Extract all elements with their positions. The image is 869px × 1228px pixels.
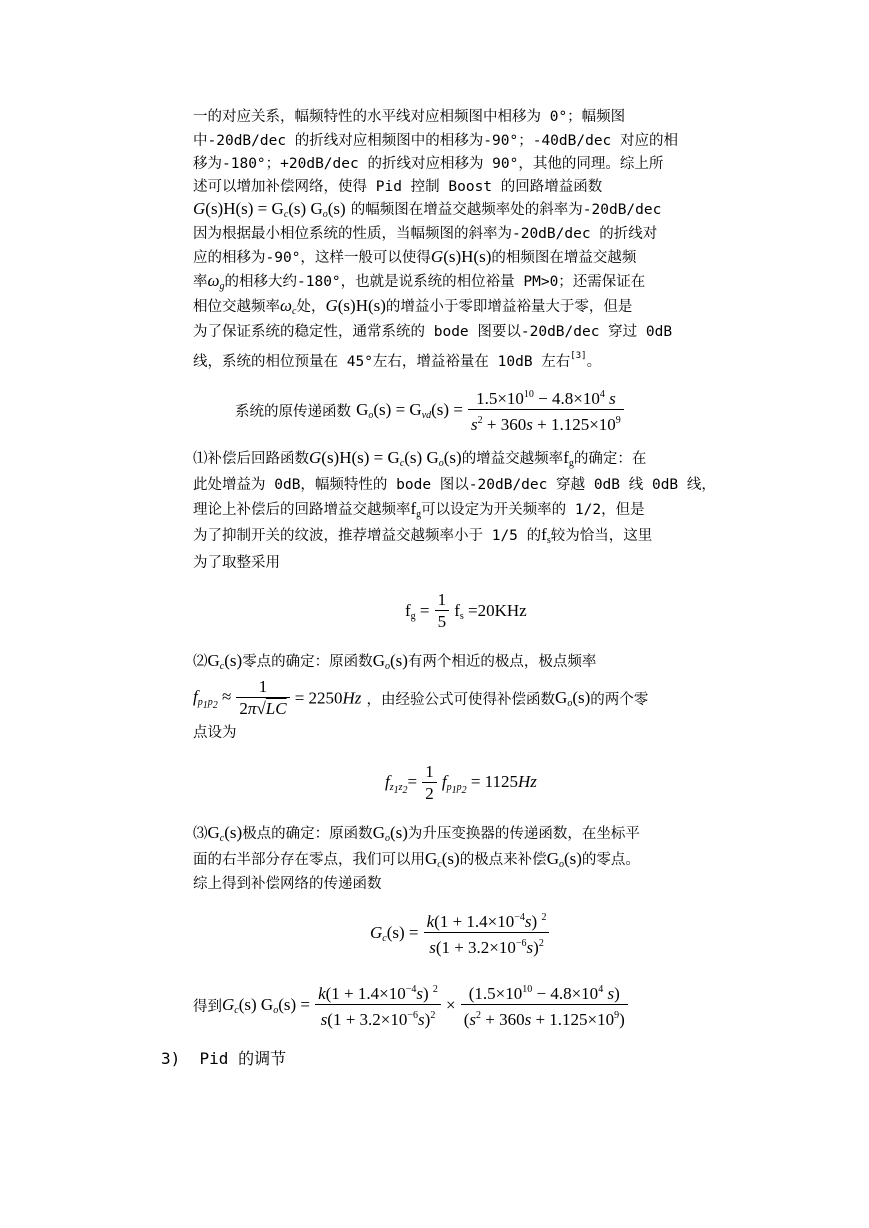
denominator: $s(1 + 3.2\times 10^{-6}s)^2$: [429, 938, 544, 957]
item-marker: ⑴: [193, 451, 208, 467]
equation-lhs: $f_{p_1p_2}$ ≈: [193, 686, 232, 711]
text: 面的右半部分存在零点，我们可以用: [193, 852, 425, 868]
paragraph-line: [193, 153, 663, 175]
section-title: Pid 的调节: [199, 1049, 287, 1068]
paragraph-line: [193, 295, 632, 323]
item-3-line: [193, 848, 640, 876]
fraction: [424, 908, 550, 959]
text: 此处增益为 0dB，幅频特性的 bode 图以-20dB/dec 穿越 0dB 线 0dB 线，: [193, 477, 716, 493]
item-1-line: [193, 447, 646, 475]
text: 述可以增加补偿网络，使得 Pid 控制 Boost 的回路增益函数: [193, 179, 603, 195]
item-marker: ⑶: [193, 826, 208, 842]
paragraph-line: [193, 106, 625, 128]
text: 处，: [296, 299, 326, 315]
item-2-line: [193, 650, 596, 678]
item-1-line: [193, 524, 652, 552]
numerator: $k(1 + 1.4\times 10^{-4}s)$ $^2$: [424, 908, 550, 933]
text: 移为-180°；+20dB/dec 的折线对应相移为 90°，其他的同理。综上所: [193, 156, 664, 172]
fraction: [422, 762, 437, 805]
denominator: $s^2 + 360s + 1.125\times 10^9$: [471, 415, 621, 434]
text: 率: [193, 274, 208, 290]
text: 一的对应关系，幅频特性的水平线对应相频图中相移为 0°；幅频图: [193, 109, 626, 125]
numerator: 1: [422, 762, 437, 783]
item-2-line: [193, 722, 237, 744]
paragraph-line: [193, 198, 661, 226]
equation-lhs: $G_c(s) G_o(s)$ =: [222, 995, 310, 1016]
text: 零点的确定：原函数: [242, 654, 373, 670]
gc-symbol: $G_c(s)$: [207, 823, 243, 844]
fraction: [461, 980, 628, 1031]
equation-lhs: $f_{z_1z_2}=$: [385, 771, 418, 796]
text: 极点的确定：原函数: [242, 826, 373, 842]
numerator: $1.5\times 10^{10} - 4.8\times 10^4$ s: [468, 385, 624, 410]
go-symbol: $G_o(s)$: [372, 823, 408, 844]
denominator: 5: [437, 612, 447, 631]
go-symbol: $G_o(s)$: [546, 849, 582, 870]
text: 理论上补偿后的回路增益交越频率: [193, 502, 411, 518]
item-1-line: [193, 498, 645, 526]
math-inline: G(s)H(s): [430, 247, 492, 266]
equation-label: 系统的原传递函数: [235, 404, 351, 420]
text: 补偿后回路函数: [207, 451, 309, 467]
fs-symbol: $f_s$: [541, 525, 551, 546]
denominator: $(s^2 + 360s + 1.125\times 10^9)$: [463, 1010, 625, 1029]
gc-symbol: $G_c(s)$: [207, 651, 243, 672]
text: 可以设定为开关频率的 1/2，但是: [421, 502, 645, 518]
denominator: 2: [425, 784, 434, 803]
numerator: ($1.5\times 10^{10} - 4.8\times 10^4$ s): [461, 980, 628, 1005]
numerator: $k(1 + 1.4\times 10^{-4}s)$ $^2$: [315, 980, 441, 1005]
equation-lhs: $G_o(s) = G_{vd}(s)$ =: [356, 400, 463, 421]
text: 的确定：在: [573, 451, 647, 467]
paragraph-line: [193, 321, 672, 343]
text: 。: [586, 354, 602, 370]
text: 为了抑制开关的纹波，推荐增益交越频率小于 1/5 的: [193, 528, 542, 544]
go-symbol: $G_o(s)$: [372, 651, 408, 672]
fg-symbol: $f_g$: [563, 448, 574, 469]
item-3-line: [193, 873, 382, 895]
text: 为了取整采用: [193, 555, 280, 571]
numerator: 1: [435, 590, 450, 611]
fraction: [468, 385, 624, 436]
paragraph-line: [193, 223, 657, 245]
text: 为升压变换器的传递函数，在坐标平: [407, 826, 640, 842]
equation-label: 得到: [193, 999, 222, 1015]
equation-rhs: = 2250Hz: [294, 688, 362, 708]
fg-symbol: $f_g$: [410, 499, 422, 520]
equation-original-transfer: [235, 385, 624, 436]
item-1-line: [193, 552, 280, 574]
text: 的极点来补偿: [459, 852, 547, 868]
fraction: [315, 980, 441, 1031]
times-sign: ×: [446, 995, 456, 1015]
omega-c: $\omega_c$: [280, 296, 297, 317]
text: 的增益交越频率: [461, 451, 564, 467]
equation-zeros: [385, 762, 537, 805]
item-1-line: [193, 474, 716, 496]
text: 综上得到补偿网络的传递函数: [193, 876, 382, 892]
math-inline: $G(s)H(s) = G_c(s)$ $G_o(s)$: [309, 448, 462, 469]
text: 的两个零: [590, 692, 649, 708]
text: 的幅频图在增益交越频率处的斜率为-20dB/dec: [350, 202, 662, 218]
text: 的增益小于零即增益裕量大于零，但是: [385, 299, 633, 315]
text: ，由经验公式可使得补偿函数: [366, 692, 556, 708]
text: 的相频图在增益交越频: [491, 250, 637, 266]
equation-rhs: $f_{p_1p_2} = 1125Hz$: [441, 771, 537, 796]
item-2-formula-line: [193, 677, 648, 720]
text: 中-20dB/dec 的折线对应相频图中的相移为-90°；-40dB/dec 对应的相: [193, 133, 679, 149]
item-3-line: [193, 822, 640, 850]
text: 有两个相近的极点，极点频率: [407, 654, 597, 670]
equation-lhs: $f_g$ =: [405, 601, 430, 622]
text: 因为根据最小相位系统的性质，当幅频图的斜率为-20dB/dec 的折线对: [193, 226, 658, 242]
math-inline: G(s)H(s): [325, 296, 386, 315]
paragraph-line: [193, 246, 636, 269]
section-heading: [161, 1046, 286, 1069]
denominator: 2π√LC: [239, 699, 287, 718]
fraction: [435, 590, 450, 633]
item-marker: ⑵: [193, 654, 208, 670]
paragraph-line: [193, 176, 602, 198]
text: 的相移大约-180°，也就是说系统的相位裕量 PM>0；还需保证在: [224, 274, 646, 290]
paragraph-line: [193, 130, 678, 152]
paragraph-line: [193, 270, 645, 298]
text: 线，系统的相位预量在 45°左右，增益裕量在 10dB 左右: [193, 354, 571, 370]
equation-rhs: $f_s =20KHz$: [454, 601, 527, 622]
denominator: $s(1 + 3.2\times 10^{-6}s)^2$: [320, 1010, 436, 1029]
fraction: [236, 677, 289, 720]
text: 点设为: [193, 725, 237, 741]
equation-compensator: [370, 908, 549, 959]
paragraph-line: [193, 345, 601, 373]
text: 为了保证系统的稳定性，通常系统的 bode 图要以-20dB/dec 穿过 0dB: [193, 324, 673, 340]
text: 相位交越频率: [193, 299, 280, 315]
text: 较为恰当，这里: [550, 528, 653, 544]
gc-symbol: $G_c(s)$: [425, 849, 460, 870]
loop-gain-expression: $G(s)H(s) = G_c(s)$ $G_o(s)$: [193, 199, 346, 220]
text: 应的相移为-90°，这样一般可以使得: [193, 250, 431, 266]
go-symbol: $G_o(s)$: [555, 688, 591, 709]
citation: [3]: [570, 351, 587, 361]
section-number: 3): [161, 1049, 181, 1068]
omega-g: $\omega_g$: [207, 271, 225, 292]
equation-fg: [405, 590, 527, 633]
equation-lhs: $G_c(s)$ =: [370, 923, 419, 944]
numerator: 1: [236, 677, 289, 698]
equation-open-loop: [193, 980, 628, 1031]
text: 的零点。: [581, 852, 640, 868]
